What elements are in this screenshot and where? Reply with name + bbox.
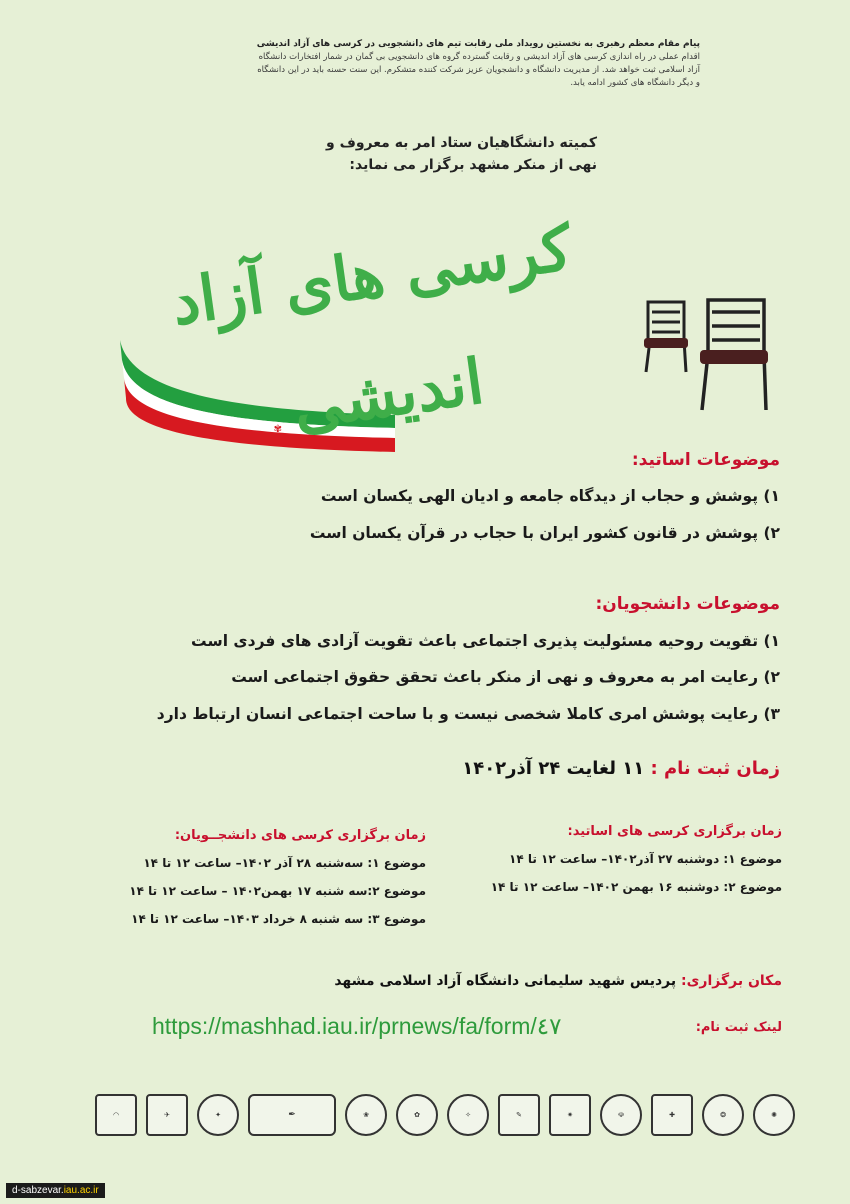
sponsor-logo-icon: ✷ <box>549 1094 591 1136</box>
watermark-prefix: d-sabzevar. <box>12 1185 64 1196</box>
sponsor-logo-icon: ☫ <box>600 1094 642 1136</box>
registration-link[interactable]: https://mashhad.iau.ir/prnews/fa/form/٤٧ <box>152 1013 562 1039</box>
sponsor-logos <box>95 1090 795 1140</box>
venue-value: پردیس شهید سلیمانی دانشگاه آزاد اسلامی مشهد <box>334 973 677 989</box>
leader-message-line: اقدام عملی در راه اندازی کرسی های آزاد اندیشی و رقابت گسترده گروه های دانشجویی بی گمان در شمار افتخارات دانشگاه <box>258 52 700 62</box>
leader-message-line: آزاد اسلامی ثبت خواهد شد. از مدیریت دانشگاه و دانشجویان عزیز شرکت کننده متشکرم. این سنت حسنه باید در این دانشگاه <box>257 65 700 75</box>
student-schedule-item: موضوع ۳: سه شنبه ۸ خرداد ۱۴۰۳– ساعت ۱۲ تا ۱۴ <box>131 912 426 926</box>
registration-link-label: لینک ثبت نام: <box>695 1020 782 1035</box>
student-schedule-heading: زمان برگزاری کرسی های دانشجــویان: <box>174 828 426 843</box>
registration-label: زمان ثبت نام : <box>650 758 780 779</box>
faculty-schedule-heading: زمان برگزاری کرسی های اساتید: <box>567 824 782 839</box>
committee-line: نهی از منکر مشهد برگزار می نماید: <box>349 157 597 173</box>
sponsor-logo-icon: ✎ <box>498 1094 540 1136</box>
site-watermark <box>6 1183 105 1198</box>
registration-value: ۱۱ لغایت ۲۴ آذر۱۴۰۲ <box>462 758 645 779</box>
student-topic-item: ۲) رعایت امر به معروف و نهی از منکر باعث تحقق حقوق اجتماعی است <box>231 668 780 686</box>
sponsor-logo-icon: ✒ <box>248 1094 336 1136</box>
watermark-domain: iau.ac.ir <box>63 1185 99 1196</box>
sponsor-logo-icon: ✿ <box>396 1094 438 1136</box>
organizer-committee <box>257 132 597 176</box>
student-schedule-item: موضوع ۲:سه شنبه ۱۷ بهمن۱۴۰۲ – ساعت ۱۲ تا ۱۴ <box>129 884 426 898</box>
student-schedule-item: موضوع ۱: سه‌شنبه ۲۸ آذر ۱۴۰۲– ساعت ۱۲ تا ۱۴ <box>143 856 426 870</box>
leader-message-line: و دیگر دانشگاه های کشور ادامه یابد. <box>570 78 700 88</box>
sponsor-logo-icon: ✺ <box>753 1094 795 1136</box>
faculty-topic-item: ۲) پوشش در قانون کشور ایران با حجاب در قرآن یکسان است <box>309 524 780 542</box>
main-title: کرسی های آزاد اندیشی <box>167 210 577 444</box>
chairs-illustration <box>638 290 778 420</box>
sponsor-logo-icon: ✦ <box>197 1094 239 1136</box>
venue <box>334 973 782 989</box>
student-topics-heading: موضوعات دانشجویان: <box>595 594 780 614</box>
committee-line: کمیته دانشگاهیان ستاد امر به معروف و <box>326 135 597 151</box>
student-topic-item: ۱) تقویت روحیه مسئولیت پذیری اجتماعی باعث تقویت آزادی های فردی است <box>191 632 780 650</box>
sponsor-logo-icon: ✚ <box>651 1094 693 1136</box>
sponsor-logo-icon: ◠ <box>95 1094 137 1136</box>
sponsor-logo-icon: ❂ <box>702 1094 744 1136</box>
faculty-schedule-item: موضوع ۱: دوشنبه ۲۷ آذر۱۴۰۲– ساعت ۱۲ تا ۱۴ <box>509 852 782 866</box>
sponsor-logo-icon: ✈ <box>146 1094 188 1136</box>
faculty-topic-item: ۱) پوشش و حجاب از دیدگاه جامعه و ادیان الهی یکسان است <box>320 487 780 505</box>
svg-text:✾: ✾ <box>273 424 282 435</box>
registration-time <box>462 758 780 779</box>
venue-label: مکان برگزاری: <box>681 973 782 989</box>
faculty-topics-heading: موضوعات اساتید: <box>631 450 780 470</box>
leader-message-title: پیام مقام معظم رهبری به نخستین رویداد ملی رقابت تیم های دانشجویی در کرسی های آزاد اندیشی <box>256 39 700 49</box>
sponsor-logo-icon: ✧ <box>447 1094 489 1136</box>
student-topic-item: ۳) رعایت پوشش امری کاملا شخصی نیست و با ساحت اجتماعی انسان ارتباط دارد <box>156 705 780 723</box>
sponsor-logo-icon: ❀ <box>345 1094 387 1136</box>
faculty-schedule-item: موضوع ۲: دوشنبه ۱۶ بهمن ۱۴۰۲– ساعت ۱۲ تا ۱۴ <box>490 880 782 894</box>
leader-message <box>140 38 700 90</box>
